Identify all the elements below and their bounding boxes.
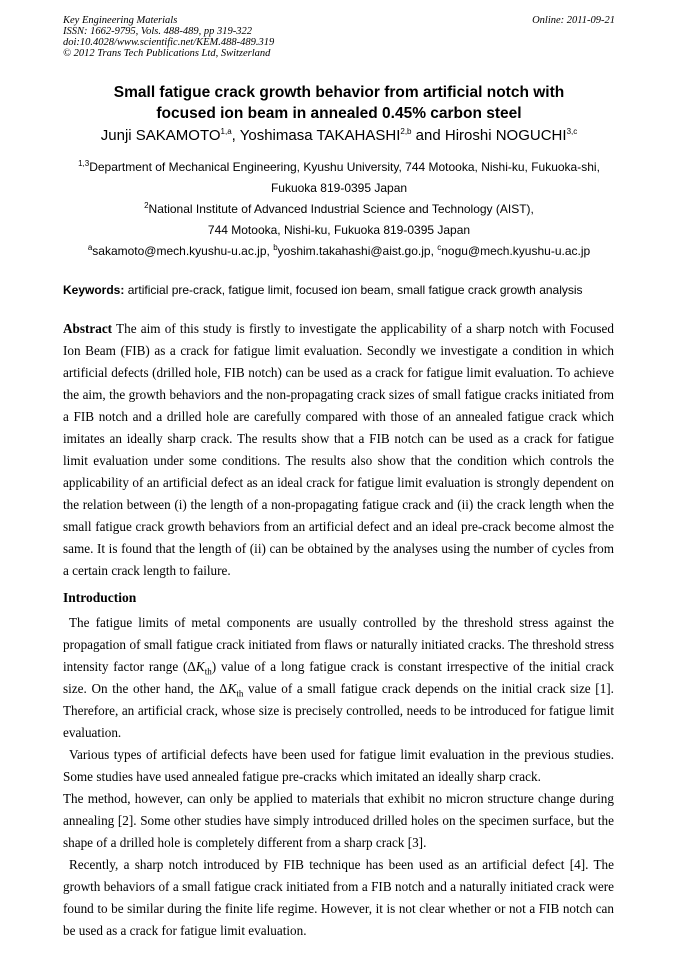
introduction-body <box>63 612 614 942</box>
abstract <box>63 318 614 582</box>
paragraph: The fatigue limits of metal components are usually controlled by the threshold stress against the propagation of small fatigue crack initiated from flaws or naturally initiated cracks. The threshold stress intensity factor range $(\Delta K_{th})$ value of a long fatigue crack is constant irrespective of the initial crack size. On the other hand, the $\Delta K_{th}$ value of a small fatigue crack depends on the initial crack size [1]. Therefore, an artificial crack, whose size is precisely controlled, needs to be introduced for fatigue limit evaluation. <box>63 615 614 740</box>
paragraph: The method, however, can only be applied to materials that exhibit no micron structure change during annealing [2]. Some other studies have simply introduced drilled holes on the specimen surface, but the shape of a drilled hole is completely different from a sharp crack [3]. <box>63 791 614 850</box>
paper-title <box>40 82 638 124</box>
paragraph: Recently, a sharp notch introduced by FIB technique has been used as an artificial defect [4]. The growth behaviors of a small fatigue crack initiated from a FIB notch and a naturally initiated crack were found to be similar during the finite life regime. However, it is not clear whether or not a FIB notch can be used as a crack for fatigue limit evaluation. <box>63 857 614 938</box>
emails: $^a$sakamoto@mech.kyushu-u.ac.jp, $^b$yoshim.takahashi@aist.go.jp, $^c$nogu@mech.kyushu-u.ac.jp <box>87 243 591 258</box>
main-flow <box>63 282 614 962</box>
keywords-text: artificial pre-crack, fatigue limit, focused ion beam, small fatigue crack growth analysis <box>124 283 583 297</box>
author: Hiroshi NOGUCHI$^{3,c}$ <box>444 127 578 144</box>
section-heading: Introduction <box>63 590 137 605</box>
title-line: focused ion beam in annealed 0.45% carbon steel <box>156 105 522 122</box>
doi: doi:10.4028/www.scientific.net/KEM.488-489.319 <box>63 37 275 48</box>
journal-header <box>63 15 274 59</box>
abstract-text: The aim of this study is firstly to investigate the applicability of a sharp notch with Focused Ion Beam (FIB) as a crack for fatigue limit evaluation. Secondly we investigate a condition in which artificial defects (drilled hole, FIB notch) can be used as a crack for fatigue limit evaluation. To achieve the aim, the growth behaviors and the non-propagating crack sizes of small fatigue cracks initiated from a FIB notch and a drilled hole are carefully compared with those of an annealed fatigue crack which imitates an ideally sharp crack. The results show that a FIB notch can be used as a crack for fatigue limit evaluation under some conditions. The results also show that the condition which controls the applicability of an artificial defect as an ideal crack for fatigue limit evaluation is strongly dependent on the relation between (i) the length of a non-propagating fatigue crack and (ii) the crack length when the small fatigue crack growth behaviors from an artificial defect and an ideal pre-crack become almost the same. It is found that the length of (ii) can be obtained by the analyses using the number of cycles from a certain crack length to failure. <box>63 321 614 578</box>
journal-name: Key Engineering Materials <box>63 15 178 26</box>
email-link[interactable]: sakamoto@mech.kyushu-u.ac.jp, <box>92 244 274 258</box>
title-line: Small fatigue crack growth behavior from artificial notch with <box>113 84 565 101</box>
affiliation: 744 Motooka, Nishi-ku, Fukuoka 819-0395 Japan <box>207 223 471 237</box>
email-link[interactable]: nogu@mech.kyushu-u.ac.jp <box>441 244 591 258</box>
author: Junji SAKAMOTO$^{1,a}$ <box>100 127 232 144</box>
keywords <box>63 282 614 298</box>
issn: ISSN: 1662-9795, Vols. 488-489, pp 319-322 <box>63 26 252 37</box>
author: Yoshimasa TAKAHASHI$^{2,b}$ <box>239 127 412 144</box>
online-date: Online: 2011-09-21 <box>532 15 615 26</box>
abstract-label: Abstract <box>63 321 113 336</box>
copyright: © 2012 Trans Tech Publications Ltd, Switzerland <box>63 48 271 59</box>
affiliation: $^{1,3}$Department of Mechanical Engineering, Kyushu University, 744 Motooka, Nishi-ku, Fukuoka-shi, <box>78 159 600 174</box>
affiliation: Fukuoka 819-0395 Japan <box>270 181 408 195</box>
keywords-label: Keywords: <box>63 283 125 297</box>
email-link[interactable]: yoshim.takahashi@aist.go.jp, <box>277 244 438 258</box>
affiliation: $^2$National Institute of Advanced Industrial Science and Technology (AIST), <box>144 201 534 216</box>
affiliations <box>40 157 638 262</box>
paragraph: Various types of artificial defects have been used for fatigue limit evaluation in the previous studies. Some studies have used annealed fatigue pre-cracks which imitated an ideally sharp crack. <box>63 747 614 784</box>
authors: Junji SAKAMOTO$^{1,a}$, Yoshimasa TAKAHASHI$^{2,b}$ and Hiroshi NOGUCHI$^{3,c}$ <box>100 127 578 144</box>
